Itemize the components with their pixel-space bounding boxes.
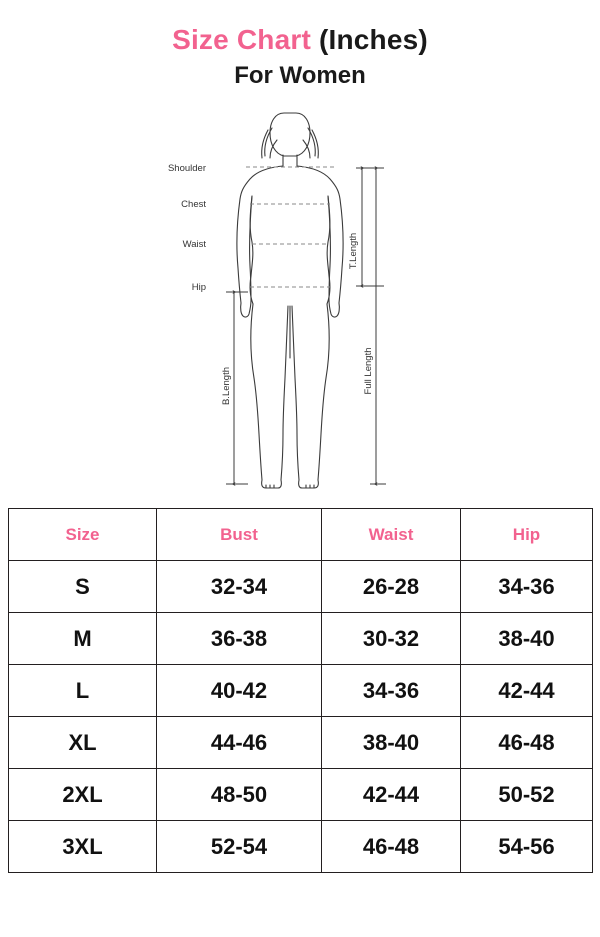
table-row [9, 665, 593, 717]
cell-size: XL [9, 717, 157, 769]
page-title [0, 0, 600, 90]
cell-hip: 38-40 [461, 613, 593, 665]
cell-waist: 34-36 [322, 665, 461, 717]
label-full-length: Full Length [363, 347, 374, 395]
cell-hip: 34-36 [461, 561, 593, 613]
table-row [9, 561, 593, 613]
female-body-outline [237, 113, 343, 488]
table-row [9, 769, 593, 821]
size-chart-table [8, 508, 593, 873]
size-chart-table-wrapper [8, 508, 592, 873]
title-unit-text: (Inches) [311, 24, 428, 55]
measurement-diagram [0, 96, 600, 496]
label-chest: Chest [181, 198, 206, 210]
cell-size: 3XL [9, 821, 157, 873]
cell-waist: 42-44 [322, 769, 461, 821]
cell-bust: 36-38 [157, 613, 322, 665]
title-main-text: Size Chart [172, 24, 311, 55]
cell-size: L [9, 665, 157, 717]
cell-bust: 40-42 [157, 665, 322, 717]
cell-waist: 30-32 [322, 613, 461, 665]
column-header-bust: Bust [157, 509, 322, 561]
table-header-row [9, 509, 593, 561]
cell-bust: 52-54 [157, 821, 322, 873]
label-waist: Waist [182, 238, 206, 250]
title-primary-line [0, 24, 600, 56]
cell-hip: 46-48 [461, 717, 593, 769]
label-shoulder: Shoulder [167, 162, 206, 174]
table-row [9, 821, 593, 873]
cell-hip: 54-56 [461, 821, 593, 873]
measurement-guide-lines [246, 167, 334, 287]
column-header-hip: Hip [461, 509, 593, 561]
cell-bust: 32-34 [157, 561, 322, 613]
column-header-waist: Waist [322, 509, 461, 561]
cell-hip: 42-44 [461, 665, 593, 717]
cell-waist: 26-28 [322, 561, 461, 613]
cell-waist: 38-40 [322, 717, 461, 769]
table-row [9, 717, 593, 769]
cell-waist: 46-48 [322, 821, 461, 873]
title-subtitle: For Women [234, 62, 366, 90]
cell-hip: 50-52 [461, 769, 593, 821]
label-b-length: B.Length [221, 366, 232, 405]
label-t-length: T.Length [348, 232, 359, 270]
cell-bust: 48-50 [157, 769, 322, 821]
column-header-size: Size [9, 509, 157, 561]
table-row [9, 613, 593, 665]
diagram-label-group [168, 163, 374, 405]
cell-size: S [9, 561, 157, 613]
cell-size: 2XL [9, 769, 157, 821]
cell-bust: 44-46 [157, 717, 322, 769]
cell-size: M [9, 613, 157, 665]
label-hip: Hip [191, 281, 206, 293]
